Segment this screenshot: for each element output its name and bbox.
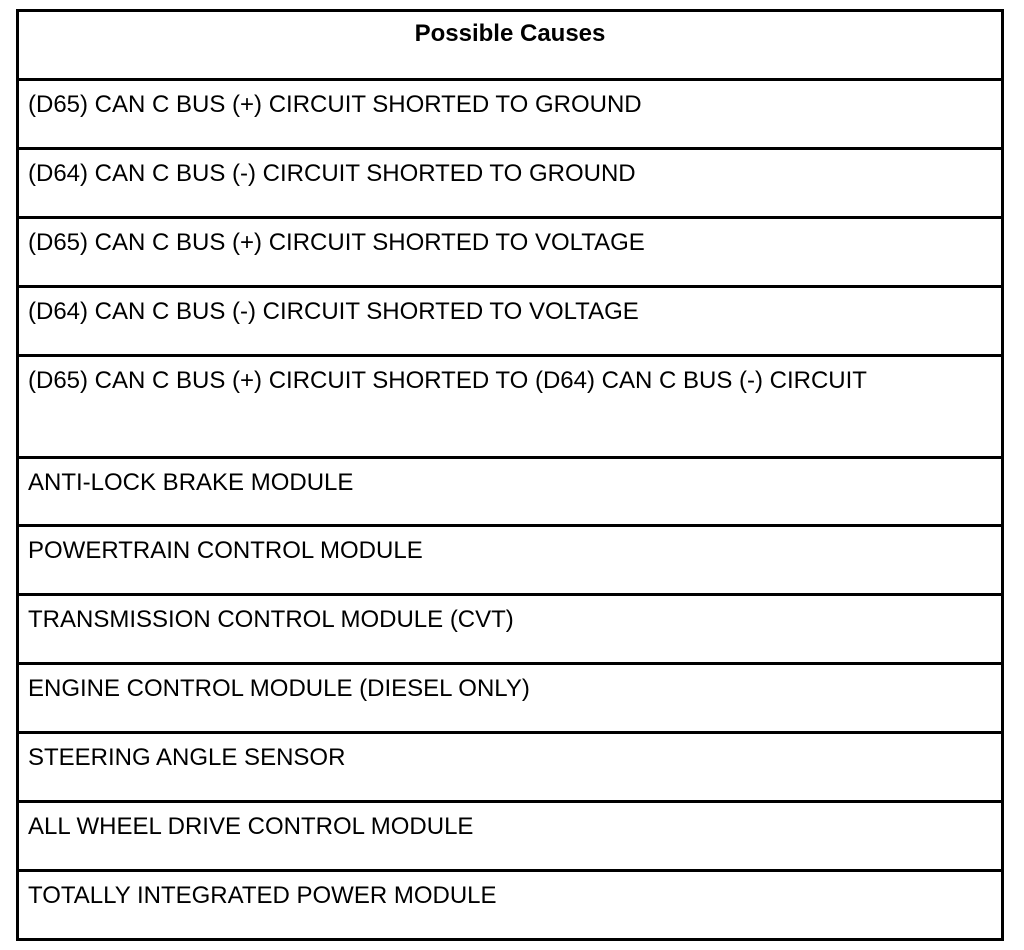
table-row: ENGINE CONTROL MODULE (DIESEL ONLY) bbox=[19, 662, 1001, 731]
table-row: (D65) CAN C BUS (+) CIRCUIT SHORTED TO GROUND bbox=[19, 78, 1001, 147]
table-row: ANTI-LOCK BRAKE MODULE bbox=[19, 456, 1001, 525]
table-row: STEERING ANGLE SENSOR bbox=[19, 731, 1001, 800]
table-row: ALL WHEEL DRIVE CONTROL MODULE bbox=[19, 800, 1001, 869]
table-header: Possible Causes bbox=[414, 20, 606, 47]
table-row: (D64) CAN C BUS (-) CIRCUIT SHORTED TO VOLTAGE bbox=[19, 285, 1001, 354]
table-row: (D65) CAN C BUS (+) CIRCUIT SHORTED TO (D64) CAN C BUS (-) CIRCUIT bbox=[19, 354, 1001, 456]
table-row: (D64) CAN C BUS (-) CIRCUIT SHORTED TO GROUND bbox=[19, 147, 1001, 216]
table-row: (D65) CAN C BUS (+) CIRCUIT SHORTED TO VOLTAGE bbox=[19, 216, 1001, 285]
table-row: TRANSMISSION CONTROL MODULE (CVT) bbox=[19, 593, 1001, 662]
possible-causes-table bbox=[16, 9, 1004, 941]
table-row: TOTALLY INTEGRATED POWER MODULE bbox=[19, 869, 1001, 938]
table-row: POWERTRAIN CONTROL MODULE bbox=[19, 524, 1001, 593]
